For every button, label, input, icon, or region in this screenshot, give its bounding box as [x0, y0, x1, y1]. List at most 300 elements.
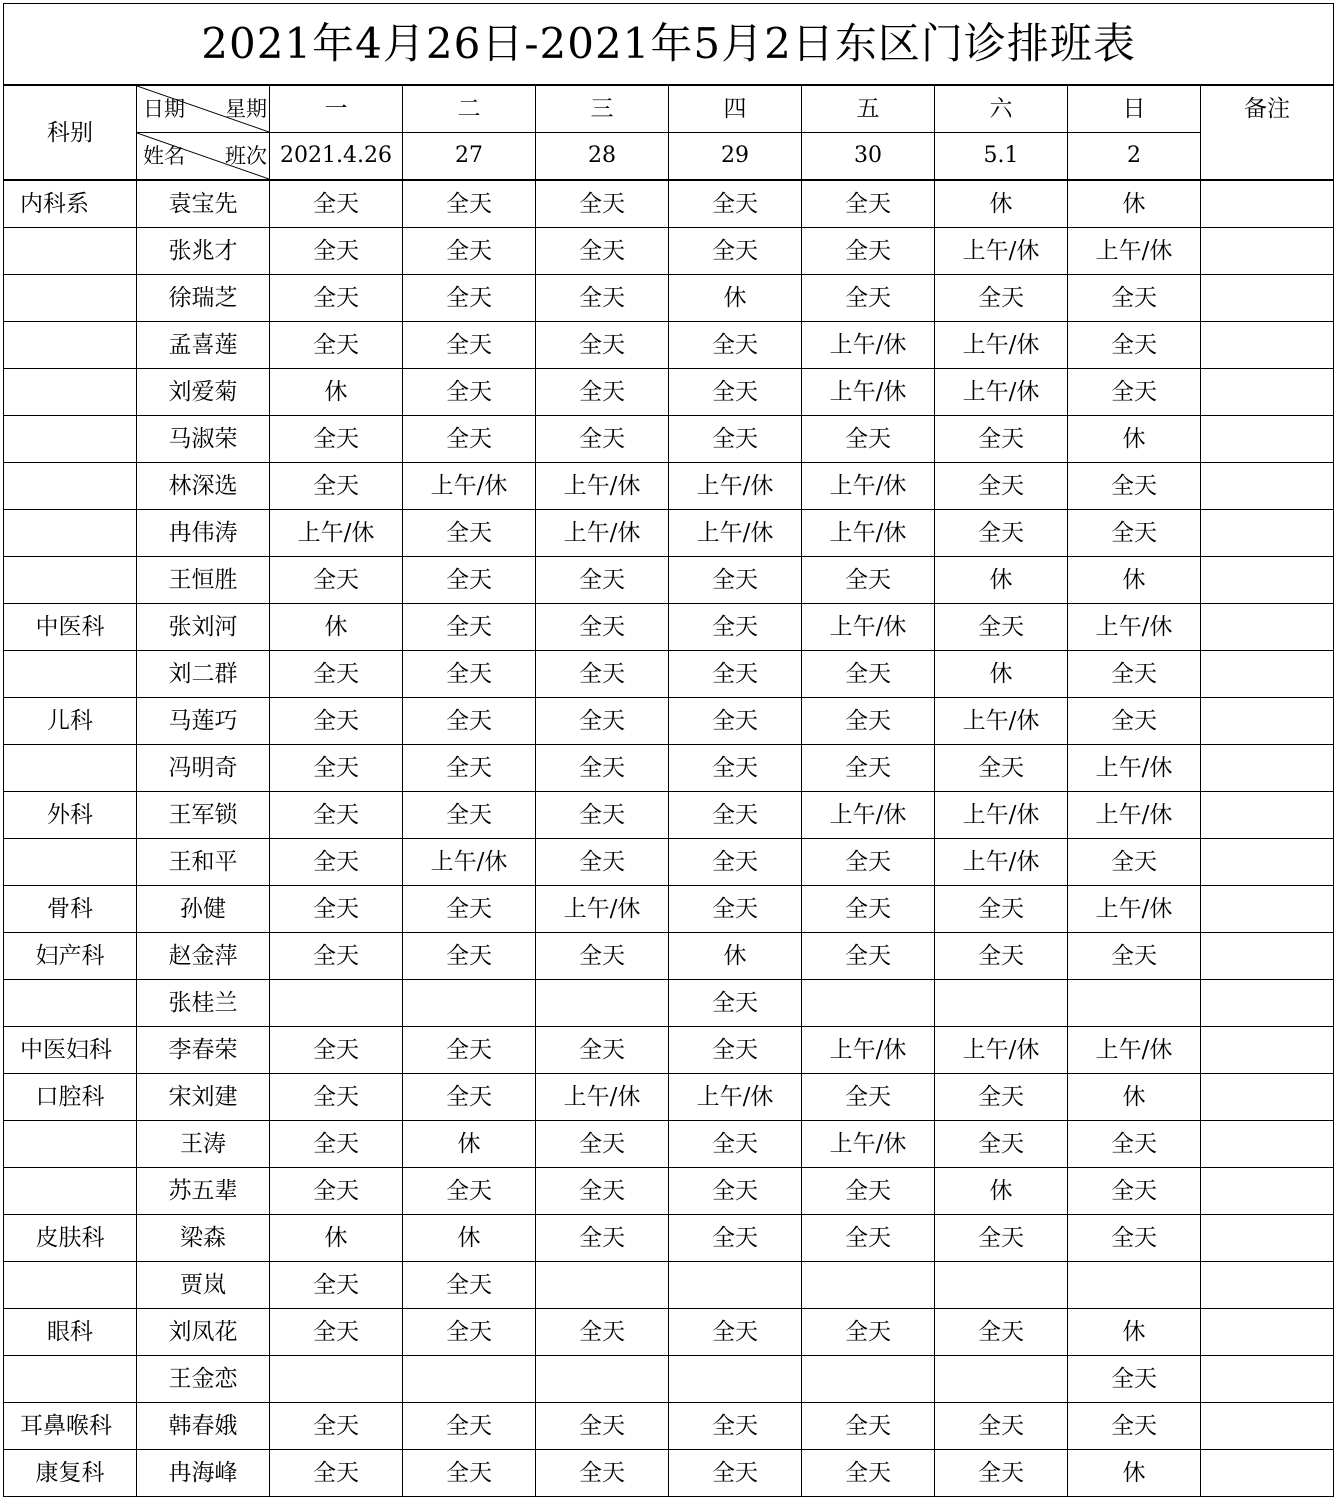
table-row — [4, 510, 1334, 557]
shift-cell: 全天 — [935, 510, 1068, 557]
shift-cell — [270, 1356, 403, 1403]
shift-cell: 全天 — [270, 1403, 403, 1450]
shift-cell: 全天 — [1068, 275, 1201, 322]
shift-cell — [536, 980, 669, 1027]
name-cell: 林深选 — [137, 463, 270, 510]
shift-cell: 全天 — [536, 228, 669, 275]
name-cell: 宋刘建 — [137, 1074, 270, 1121]
shift-cell — [270, 980, 403, 1027]
shift-cell: 上午/休 — [270, 510, 403, 557]
shift-cell: 全天 — [669, 1027, 802, 1074]
shift-cell: 休 — [669, 933, 802, 980]
shift-cell: 休 — [403, 1121, 536, 1168]
shift-cell: 全天 — [802, 1309, 935, 1356]
dept-cell — [4, 369, 137, 416]
table-row — [4, 1121, 1334, 1168]
shift-cell: 上午/休 — [802, 1121, 935, 1168]
shift-cell: 上午/休 — [802, 510, 935, 557]
name-cell: 马淑荣 — [137, 416, 270, 463]
name-cell: 韩春娥 — [137, 1403, 270, 1450]
table-row — [4, 228, 1334, 275]
shift-cell: 全天 — [935, 933, 1068, 980]
shift-cell: 休 — [270, 369, 403, 416]
name-cell: 王金恋 — [137, 1356, 270, 1403]
remark-cell — [1201, 275, 1334, 322]
table-row — [4, 604, 1334, 651]
shift-cell: 上午/休 — [1068, 604, 1201, 651]
shift-cell: 全天 — [270, 1309, 403, 1356]
shift-cell: 全天 — [935, 745, 1068, 792]
shift-cell: 全天 — [802, 1403, 935, 1450]
table-row — [4, 1027, 1334, 1074]
shift-cell: 全天 — [403, 651, 536, 698]
shift-cell: 全天 — [270, 1262, 403, 1309]
shift-cell: 全天 — [270, 886, 403, 933]
table-row — [4, 698, 1334, 745]
shift-cell: 全天 — [270, 180, 403, 228]
shift-cell: 全天 — [403, 416, 536, 463]
shift-cell: 全天 — [802, 839, 935, 886]
shift-cell: 上午/休 — [669, 463, 802, 510]
name-cell: 徐瑞芝 — [137, 275, 270, 322]
date-5: 30 — [802, 133, 935, 181]
shift-cell: 上午/休 — [802, 792, 935, 839]
name-cell: 孙健 — [137, 886, 270, 933]
dept-cell — [4, 275, 137, 322]
shift-cell: 全天 — [669, 322, 802, 369]
shift-cell: 上午/休 — [935, 1027, 1068, 1074]
name-cell: 马莲巧 — [137, 698, 270, 745]
table-row — [4, 745, 1334, 792]
shift-cell: 全天 — [669, 1215, 802, 1262]
dept-cell: 中医妇科 — [4, 1027, 137, 1074]
remark-cell — [1201, 792, 1334, 839]
shift-cell: 全天 — [1068, 1121, 1201, 1168]
weekday-label: 星期 — [225, 97, 267, 121]
shift-cell: 全天 — [270, 322, 403, 369]
dept-cell — [4, 1121, 137, 1168]
weekday-4: 四 — [669, 85, 802, 133]
shift-cell: 全天 — [802, 745, 935, 792]
name-cell: 冯明奇 — [137, 745, 270, 792]
name-cell: 李春荣 — [137, 1027, 270, 1074]
shift-cell: 全天 — [1068, 698, 1201, 745]
shift-cell: 全天 — [669, 839, 802, 886]
shift-cell: 上午/休 — [1068, 228, 1201, 275]
shift-cell: 上午/休 — [935, 839, 1068, 886]
dept-cell — [4, 745, 137, 792]
shift-cell: 全天 — [536, 1450, 669, 1497]
date-1: 2021.4.26 — [270, 133, 403, 181]
shift-cell: 全天 — [403, 1403, 536, 1450]
shift-cell: 全天 — [802, 228, 935, 275]
dept-cell — [4, 980, 137, 1027]
shift-cell: 全天 — [536, 792, 669, 839]
dept-cell: 妇产科 — [4, 933, 137, 980]
table-row — [4, 933, 1334, 980]
shift-cell: 全天 — [270, 698, 403, 745]
shift-cell: 全天 — [536, 1027, 669, 1074]
dept-cell: 皮肤科 — [4, 1215, 137, 1262]
shift-cell: 全天 — [802, 1450, 935, 1497]
shift-cell: 全天 — [536, 604, 669, 651]
shift-cell: 全天 — [669, 369, 802, 416]
shift-cell: 全天 — [270, 933, 403, 980]
shift-cell — [536, 1262, 669, 1309]
shift-cell — [536, 1356, 669, 1403]
remark-cell — [1201, 651, 1334, 698]
table-row — [4, 180, 1334, 228]
shift-cell: 全天 — [536, 416, 669, 463]
shift-cell: 全天 — [403, 510, 536, 557]
shift-cell: 全天 — [669, 604, 802, 651]
remark-cell — [1201, 416, 1334, 463]
shift-cell: 全天 — [802, 698, 935, 745]
remark-cell — [1201, 322, 1334, 369]
name-cell: 王涛 — [137, 1121, 270, 1168]
dept-cell: 儿科 — [4, 698, 137, 745]
name-cell: 冉伟涛 — [137, 510, 270, 557]
name-cell: 张桂兰 — [137, 980, 270, 1027]
shift-cell: 全天 — [1068, 1403, 1201, 1450]
table-row — [4, 1450, 1334, 1497]
shift-cell: 全天 — [1068, 1168, 1201, 1215]
remark-cell — [1201, 228, 1334, 275]
shift-cell: 全天 — [669, 886, 802, 933]
shift-cell: 全天 — [536, 1403, 669, 1450]
dept-cell — [4, 1356, 137, 1403]
shift-cell: 全天 — [669, 1121, 802, 1168]
shift-cell: 全天 — [935, 275, 1068, 322]
shift-cell: 全天 — [403, 228, 536, 275]
shift-cell: 全天 — [270, 1450, 403, 1497]
schedule-table — [3, 3, 1334, 1497]
remark-cell — [1201, 886, 1334, 933]
date-4: 29 — [669, 133, 802, 181]
table-row — [4, 980, 1334, 1027]
shift-cell: 全天 — [935, 1121, 1068, 1168]
shift-cell: 全天 — [403, 1262, 536, 1309]
shift-cell: 上午/休 — [536, 510, 669, 557]
shift-cell: 全天 — [802, 886, 935, 933]
shift-cell: 全天 — [403, 886, 536, 933]
shift-cell: 全天 — [1068, 651, 1201, 698]
shift-cell: 上午/休 — [1068, 886, 1201, 933]
shift-cell: 全天 — [935, 1074, 1068, 1121]
remark-cell — [1201, 180, 1334, 228]
shift-cell: 全天 — [935, 463, 1068, 510]
date-7: 2 — [1068, 133, 1201, 181]
remark-cell — [1201, 463, 1334, 510]
shift-cell: 全天 — [270, 745, 403, 792]
weekday-3: 三 — [536, 85, 669, 133]
dept-cell: 口腔科 — [4, 1074, 137, 1121]
shift-cell: 全天 — [536, 1121, 669, 1168]
shift-cell: 全天 — [403, 792, 536, 839]
shift-cell: 全天 — [802, 1215, 935, 1262]
shift-cell: 上午/休 — [935, 322, 1068, 369]
table-row — [4, 463, 1334, 510]
table-row — [4, 1356, 1334, 1403]
shift-cell: 全天 — [403, 369, 536, 416]
shift-cell: 全天 — [536, 698, 669, 745]
shift-cell: 上午/休 — [1068, 1027, 1201, 1074]
shift-cell: 上午/休 — [802, 369, 935, 416]
weekday-7: 日 — [1068, 85, 1201, 133]
dept-cell — [4, 510, 137, 557]
shift-cell: 上午/休 — [536, 1074, 669, 1121]
shift-cell — [403, 1356, 536, 1403]
shift-cell: 全天 — [802, 1168, 935, 1215]
shift-cell: 休 — [935, 651, 1068, 698]
name-label: 姓名 — [143, 144, 185, 168]
shift-cell: 全天 — [536, 369, 669, 416]
table-row — [4, 1309, 1334, 1356]
shift-cell: 休 — [1068, 180, 1201, 228]
shift-cell — [802, 1262, 935, 1309]
table-row — [4, 886, 1334, 933]
remark-cell — [1201, 1027, 1334, 1074]
dept-cell — [4, 228, 137, 275]
table-row — [4, 1262, 1334, 1309]
shift-cell: 全天 — [403, 1074, 536, 1121]
weekday-5: 五 — [802, 85, 935, 133]
shift-cell: 休 — [935, 1168, 1068, 1215]
shift-cell: 全天 — [669, 980, 802, 1027]
shift-cell: 全天 — [1068, 322, 1201, 369]
shift-cell — [935, 980, 1068, 1027]
shift-cell: 全天 — [403, 1309, 536, 1356]
shift-cell: 全天 — [935, 1309, 1068, 1356]
shift-cell: 全天 — [536, 557, 669, 604]
name-cell: 刘爱菊 — [137, 369, 270, 416]
shift-cell: 上午/休 — [403, 839, 536, 886]
shift-cell: 全天 — [935, 416, 1068, 463]
shift-cell: 全天 — [270, 1027, 403, 1074]
remark-cell — [1201, 1168, 1334, 1215]
shift-cell: 上午/休 — [935, 369, 1068, 416]
shift-cell: 休 — [1068, 1074, 1201, 1121]
table-row — [4, 792, 1334, 839]
shift-cell — [1068, 980, 1201, 1027]
date-3: 28 — [536, 133, 669, 181]
shift-cell: 全天 — [669, 1168, 802, 1215]
shift-cell: 全天 — [802, 557, 935, 604]
remark-cell — [1201, 1356, 1334, 1403]
date-6: 5.1 — [935, 133, 1068, 181]
dept-cell — [4, 651, 137, 698]
dept-cell: 内科系 — [4, 180, 137, 228]
dept-cell — [4, 1262, 137, 1309]
shift-cell: 全天 — [669, 1403, 802, 1450]
remark-cell — [1201, 510, 1334, 557]
date-2: 27 — [403, 133, 536, 181]
dept-cell: 外科 — [4, 792, 137, 839]
remark-header: 备注 — [1201, 85, 1334, 180]
shift-cell: 全天 — [669, 228, 802, 275]
shift-cell: 全天 — [669, 792, 802, 839]
shift-cell: 全天 — [802, 933, 935, 980]
shift-cell: 全天 — [270, 839, 403, 886]
name-cell: 梁森 — [137, 1215, 270, 1262]
shift-cell: 全天 — [1068, 369, 1201, 416]
shift-cell: 上午/休 — [1068, 792, 1201, 839]
shift-cell: 全天 — [536, 322, 669, 369]
dept-cell: 耳鼻喉科 — [4, 1403, 137, 1450]
shift-cell: 全天 — [935, 886, 1068, 933]
table-row — [4, 1403, 1334, 1450]
shift-cell: 全天 — [669, 416, 802, 463]
name-cell: 赵金萍 — [137, 933, 270, 980]
shift-cell: 全天 — [270, 228, 403, 275]
shift-cell — [802, 1356, 935, 1403]
shift-cell: 全天 — [403, 180, 536, 228]
table-row — [4, 369, 1334, 416]
shift-cell: 休 — [403, 1215, 536, 1262]
shift-cell: 上午/休 — [802, 463, 935, 510]
shift-cell: 休 — [1068, 416, 1201, 463]
shift-cell: 全天 — [270, 792, 403, 839]
remark-cell — [1201, 980, 1334, 1027]
shift-cell — [403, 980, 536, 1027]
remark-cell — [1201, 557, 1334, 604]
shift-cell: 上午/休 — [802, 322, 935, 369]
shift-cell: 全天 — [270, 275, 403, 322]
shift-cell: 全天 — [536, 180, 669, 228]
shift-cell: 休 — [270, 1215, 403, 1262]
shift-cell: 全天 — [1068, 839, 1201, 886]
shift-cell: 上午/休 — [802, 1027, 935, 1074]
shift-cell: 休 — [669, 275, 802, 322]
dept-cell — [4, 322, 137, 369]
diag-header-bottom — [137, 133, 270, 181]
remark-cell — [1201, 745, 1334, 792]
remark-cell — [1201, 1074, 1334, 1121]
shift-cell: 全天 — [536, 839, 669, 886]
name-cell: 王和平 — [137, 839, 270, 886]
remark-cell — [1201, 1121, 1334, 1168]
dept-cell: 骨科 — [4, 886, 137, 933]
shift-cell: 休 — [935, 180, 1068, 228]
dept-cell — [4, 839, 137, 886]
remark-cell — [1201, 369, 1334, 416]
shift-cell: 上午/休 — [935, 792, 1068, 839]
dept-cell: 中医科 — [4, 604, 137, 651]
shift-cell: 全天 — [536, 651, 669, 698]
remark-cell — [1201, 604, 1334, 651]
shift-cell: 全天 — [1068, 463, 1201, 510]
table-row — [4, 1215, 1334, 1262]
shift-label: 班次 — [225, 144, 267, 168]
shift-cell: 全天 — [802, 275, 935, 322]
shift-cell: 全天 — [669, 745, 802, 792]
shift-cell: 全天 — [403, 604, 536, 651]
weekday-6: 六 — [935, 85, 1068, 133]
name-cell: 冉海峰 — [137, 1450, 270, 1497]
shift-cell: 休 — [1068, 1450, 1201, 1497]
shift-cell: 休 — [270, 604, 403, 651]
shift-cell: 全天 — [403, 745, 536, 792]
shift-cell: 全天 — [935, 1450, 1068, 1497]
shift-cell: 全天 — [669, 651, 802, 698]
shift-cell: 上午/休 — [935, 228, 1068, 275]
shift-cell: 全天 — [536, 1168, 669, 1215]
shift-cell: 全天 — [270, 416, 403, 463]
shift-cell: 全天 — [669, 180, 802, 228]
name-cell: 贾岚 — [137, 1262, 270, 1309]
name-cell: 刘二群 — [137, 651, 270, 698]
remark-cell — [1201, 1262, 1334, 1309]
table-row — [4, 275, 1334, 322]
remark-cell — [1201, 1215, 1334, 1262]
date-label: 日期 — [143, 97, 185, 121]
table-row — [4, 322, 1334, 369]
shift-cell: 全天 — [1068, 933, 1201, 980]
shift-cell: 全天 — [669, 698, 802, 745]
shift-cell: 全天 — [403, 1027, 536, 1074]
shift-cell: 全天 — [536, 1215, 669, 1262]
shift-cell: 全天 — [403, 1168, 536, 1215]
shift-cell: 全天 — [403, 933, 536, 980]
shift-cell: 上午/休 — [536, 886, 669, 933]
shift-cell: 全天 — [935, 604, 1068, 651]
shift-cell — [669, 1262, 802, 1309]
diag-header-top — [137, 85, 270, 133]
shift-cell: 全天 — [536, 933, 669, 980]
shift-cell: 全天 — [536, 1309, 669, 1356]
shift-cell: 全天 — [669, 1309, 802, 1356]
shift-cell: 上午/休 — [669, 1074, 802, 1121]
shift-cell: 上午/休 — [669, 510, 802, 557]
shift-cell: 全天 — [403, 698, 536, 745]
name-cell: 孟喜莲 — [137, 322, 270, 369]
shift-cell — [935, 1356, 1068, 1403]
table-row — [4, 1168, 1334, 1215]
dept-cell — [4, 416, 137, 463]
dept-cell: 康复科 — [4, 1450, 137, 1497]
shift-cell: 全天 — [270, 1074, 403, 1121]
shift-cell: 上午/休 — [935, 698, 1068, 745]
shift-cell: 全天 — [1068, 1215, 1201, 1262]
shift-cell: 全天 — [935, 1403, 1068, 1450]
table-row — [4, 1074, 1334, 1121]
shift-cell: 全天 — [270, 1121, 403, 1168]
shift-cell: 上午/休 — [536, 463, 669, 510]
shift-cell: 全天 — [669, 557, 802, 604]
name-cell: 苏五辈 — [137, 1168, 270, 1215]
shift-cell: 全天 — [403, 1450, 536, 1497]
weekday-2: 二 — [403, 85, 536, 133]
shift-cell: 休 — [1068, 1309, 1201, 1356]
shift-cell — [1068, 1262, 1201, 1309]
name-cell: 王恒胜 — [137, 557, 270, 604]
shift-cell: 上午/休 — [1068, 745, 1201, 792]
dept-cell: 眼科 — [4, 1309, 137, 1356]
shift-cell: 全天 — [270, 557, 403, 604]
shift-cell: 全天 — [802, 416, 935, 463]
shift-cell: 全天 — [536, 745, 669, 792]
shift-cell: 全天 — [1068, 510, 1201, 557]
dept-header: 科别 — [4, 85, 137, 180]
table-row — [4, 651, 1334, 698]
name-cell: 王军锁 — [137, 792, 270, 839]
shift-cell: 上午/休 — [403, 463, 536, 510]
shift-cell: 全天 — [536, 275, 669, 322]
shift-cell: 全天 — [270, 1168, 403, 1215]
shift-cell — [935, 1262, 1068, 1309]
shift-cell: 全天 — [403, 557, 536, 604]
shift-cell: 全天 — [270, 651, 403, 698]
